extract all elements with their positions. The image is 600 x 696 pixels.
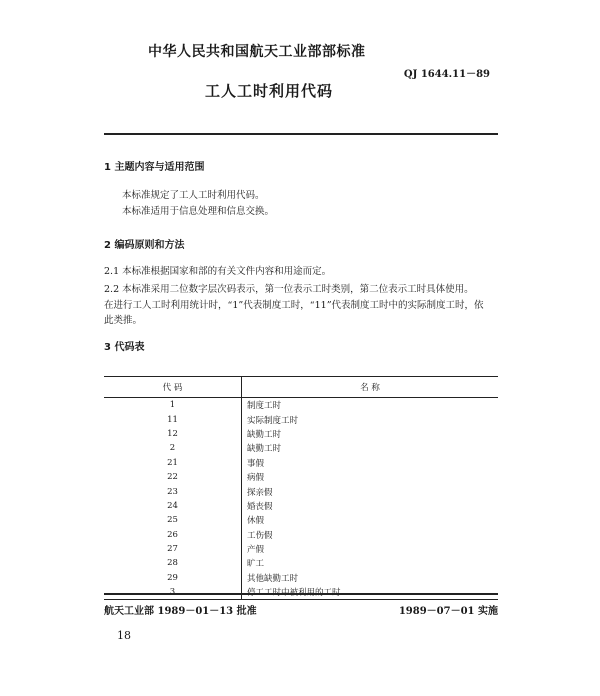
code-table-header-row (104, 377, 498, 398)
name-cell: 缺勤工时 (247, 444, 282, 455)
section-1-paragraph-1: 本标准规定了工人工时利用代码。 (122, 190, 265, 201)
table-row (104, 513, 498, 527)
section-1-paragraph-2: 本标准适用于信息处理和信息交换。 (122, 206, 275, 217)
name-column-header: 名 称 (242, 377, 499, 398)
name-cell: 实际制度工时 (247, 415, 299, 426)
code-table (104, 376, 498, 600)
section-1-heading: 1 主题内容与适用范围 (104, 162, 205, 173)
code-cell: 26 (104, 528, 242, 542)
name-cell: 制度工时 (247, 401, 282, 412)
section-2-heading: 2 编码原则和方法 (104, 240, 185, 251)
table-row (104, 556, 498, 570)
effective-date: 1989－07－01 实施 (398, 606, 498, 617)
name-cell: 事假 (247, 458, 265, 469)
table-row (104, 499, 498, 513)
code-cell: 2 (104, 441, 242, 455)
footer-rule (104, 593, 498, 595)
table-row (104, 398, 498, 413)
code-cell: 1 (104, 398, 242, 413)
section-2-1-text: 2.1 本标准根据国家和部的有关文件内容和用途而定。 (104, 266, 332, 277)
table-row (104, 484, 498, 498)
name-cell: 缺勤工时 (247, 429, 282, 440)
table-row (104, 427, 498, 441)
name-cell: 病假 (247, 473, 265, 484)
name-cell: 其他缺勤工时 (247, 573, 299, 584)
code-cell: 24 (104, 499, 242, 513)
name-cell: 工伤假 (247, 530, 273, 541)
table-row (104, 412, 498, 426)
document-title: 工人工时利用代码 (205, 82, 334, 100)
code-cell: 28 (104, 556, 242, 570)
code-cell: 29 (104, 571, 242, 585)
name-cell: 产假 (247, 545, 265, 556)
code-column-header: 代 码 (104, 377, 242, 398)
code-cell: 27 (104, 542, 242, 556)
name-cell: 婚丧假 (247, 501, 273, 512)
approval-date: 航天工业部 1989－01－13 批准 (104, 606, 257, 617)
code-cell: 12 (104, 427, 242, 441)
section-2-2-text-line-3: 此类推。 (104, 315, 143, 326)
table-row (104, 528, 498, 542)
code-cell: 23 (104, 484, 242, 498)
table-row (104, 470, 498, 484)
code-cell: 21 (104, 456, 242, 470)
name-cell: 休假 (247, 516, 265, 527)
ministry-standard-heading: 中华人民共和国航天工业部部标准 (148, 44, 366, 60)
code-cell: 22 (104, 470, 242, 484)
name-cell: 旷工 (247, 559, 265, 570)
header-rule (104, 133, 498, 135)
standard-code: QJ 1644.11－89 (403, 69, 490, 80)
table-row (104, 571, 498, 585)
name-cell: 探亲假 (247, 487, 273, 498)
page-number: 18 (117, 629, 131, 642)
table-row (104, 456, 498, 470)
section-2-2-text-line-1: 2.2 本标准采用二位数字层次码表示，第一位表示工时类别，第二位表示工时具体使用。 (104, 284, 474, 295)
section-3-heading: 3 代码表 (104, 342, 145, 353)
section-2-2-text-line-2: 在进行工人工时利用统计时，“1”代表制度工时，“11”代表制度工时中的实际制度工时，依 (104, 300, 484, 311)
table-row (104, 441, 498, 455)
code-cell: 11 (104, 412, 242, 426)
code-cell: 25 (104, 513, 242, 527)
table-row (104, 542, 498, 556)
